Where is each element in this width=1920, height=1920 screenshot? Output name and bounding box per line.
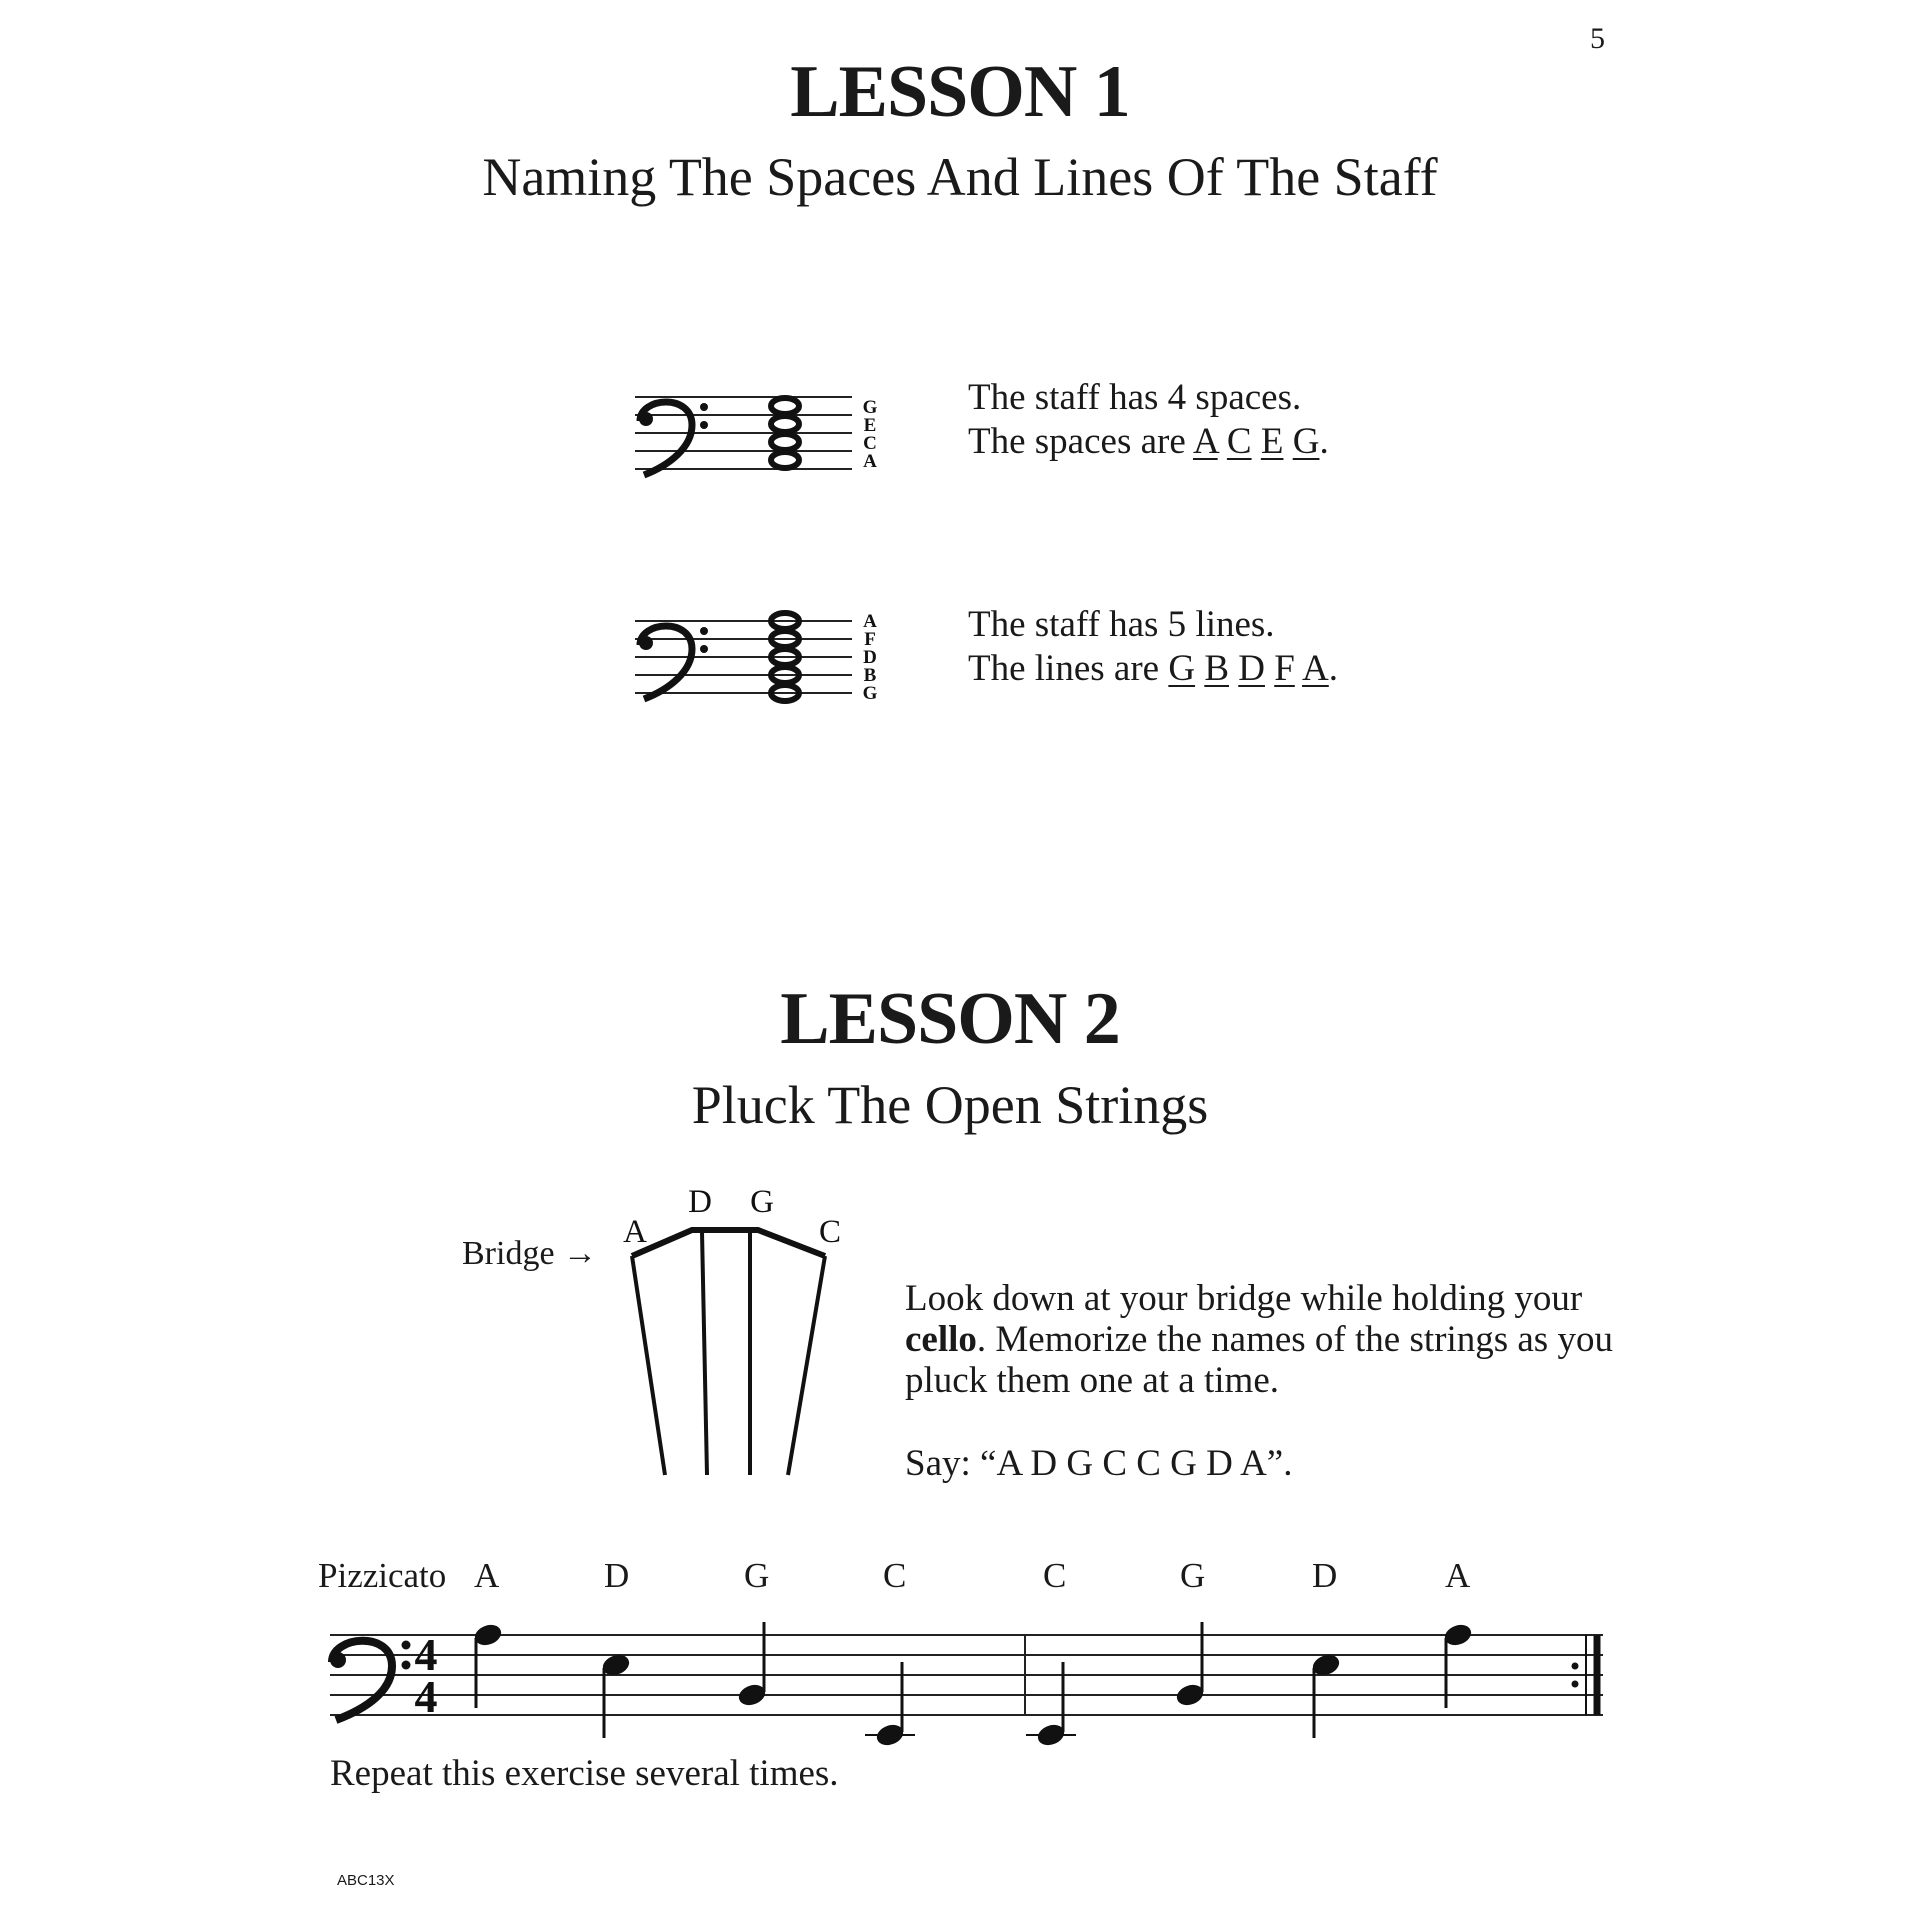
bridge-string-label: D <box>688 1184 712 1220</box>
line-label: A <box>863 611 877 632</box>
lesson-2-title: LESSON 2 <box>780 978 1120 1060</box>
space-label: A <box>863 451 877 472</box>
lesson-1-subtitle: Naming The Spaces And Lines Of The Staff <box>482 147 1438 207</box>
line-letter: A <box>1302 648 1329 689</box>
spaces-suffix: . <box>1319 421 1329 462</box>
lines-description <box>968 603 1338 691</box>
repeat-instruction: Repeat this exercise several times. <box>330 1753 839 1794</box>
exercise-note-label: C <box>1043 1556 1067 1595</box>
instruction-bold-word: cello <box>905 1319 977 1360</box>
line-letter: G <box>1168 648 1196 689</box>
lines-staff-figure <box>630 603 890 713</box>
footer-code: ABC13X <box>337 1872 395 1889</box>
space-letter: A <box>1192 421 1218 462</box>
bridge-string-label: C <box>818 1214 842 1250</box>
exercise-note-label: A <box>474 1556 500 1595</box>
line-label: G <box>862 683 878 704</box>
bridge-label: Bridge → <box>462 1235 598 1272</box>
bridge-diagram <box>620 1180 860 1480</box>
exercise-note-label: D <box>1312 1556 1338 1595</box>
bridge-string-label: A <box>623 1214 647 1250</box>
exercise-note-label: C <box>883 1556 907 1595</box>
exercise-notes <box>473 1622 1474 1748</box>
instruction-paragraph <box>905 1278 1625 1401</box>
bass-clef-icon <box>639 402 708 475</box>
bass-clef-icon <box>330 1641 411 1721</box>
pizzicato-label: Pizzicato <box>318 1556 447 1595</box>
space-label: C <box>863 433 877 454</box>
space-letter: G <box>1292 421 1320 462</box>
exercise-note-label: D <box>604 1556 630 1595</box>
time-signature-bottom: 4 <box>414 1671 438 1722</box>
lines-prefix: The lines are <box>968 648 1169 689</box>
space-label: G <box>862 397 878 418</box>
bridge-string-label: G <box>750 1184 774 1220</box>
space-letter: C <box>1226 421 1252 462</box>
exercise-note-label: G <box>744 1556 770 1595</box>
space-label: E <box>863 415 877 436</box>
spaces-description <box>968 376 1329 464</box>
exercise-note-label: G <box>1180 1556 1206 1595</box>
time-signature-top: 4 <box>414 1629 438 1680</box>
spaces-prefix: The spaces are <box>968 421 1193 462</box>
page-number: 5 <box>1590 22 1605 55</box>
spaces-names-text <box>968 420 1329 464</box>
lesson-1-title: LESSON 1 <box>790 51 1130 133</box>
line-letter: F <box>1274 648 1295 689</box>
spaces-staff-figure <box>630 385 890 485</box>
lines-count-text: The staff has 5 lines. <box>968 604 1275 645</box>
spaces-count-text: The staff has 4 spaces. <box>968 377 1302 418</box>
space-notes <box>771 398 799 468</box>
instruction-part-1: Look down at your bridge while holding your <box>905 1278 1583 1319</box>
line-letter: D <box>1238 648 1265 689</box>
exercise-staff <box>320 1610 1620 1760</box>
line-label: B <box>863 665 877 686</box>
exercise-note-label: A <box>1445 1556 1471 1595</box>
bass-clef-icon <box>639 626 708 699</box>
lines-names-text <box>968 647 1338 691</box>
space-letter: E <box>1260 421 1284 462</box>
line-letter: B <box>1204 648 1229 689</box>
say-text: Say: “A D G C C G D A”. <box>905 1443 1293 1484</box>
instruction-part-2: . Memorize the names of the strings as you pluck them one at a time. <box>905 1319 1613 1401</box>
lines-suffix: . <box>1328 648 1339 689</box>
line-label: F <box>864 629 876 650</box>
line-label: D <box>863 647 877 668</box>
lesson-2-subtitle: Pluck The Open Strings <box>691 1075 1209 1135</box>
